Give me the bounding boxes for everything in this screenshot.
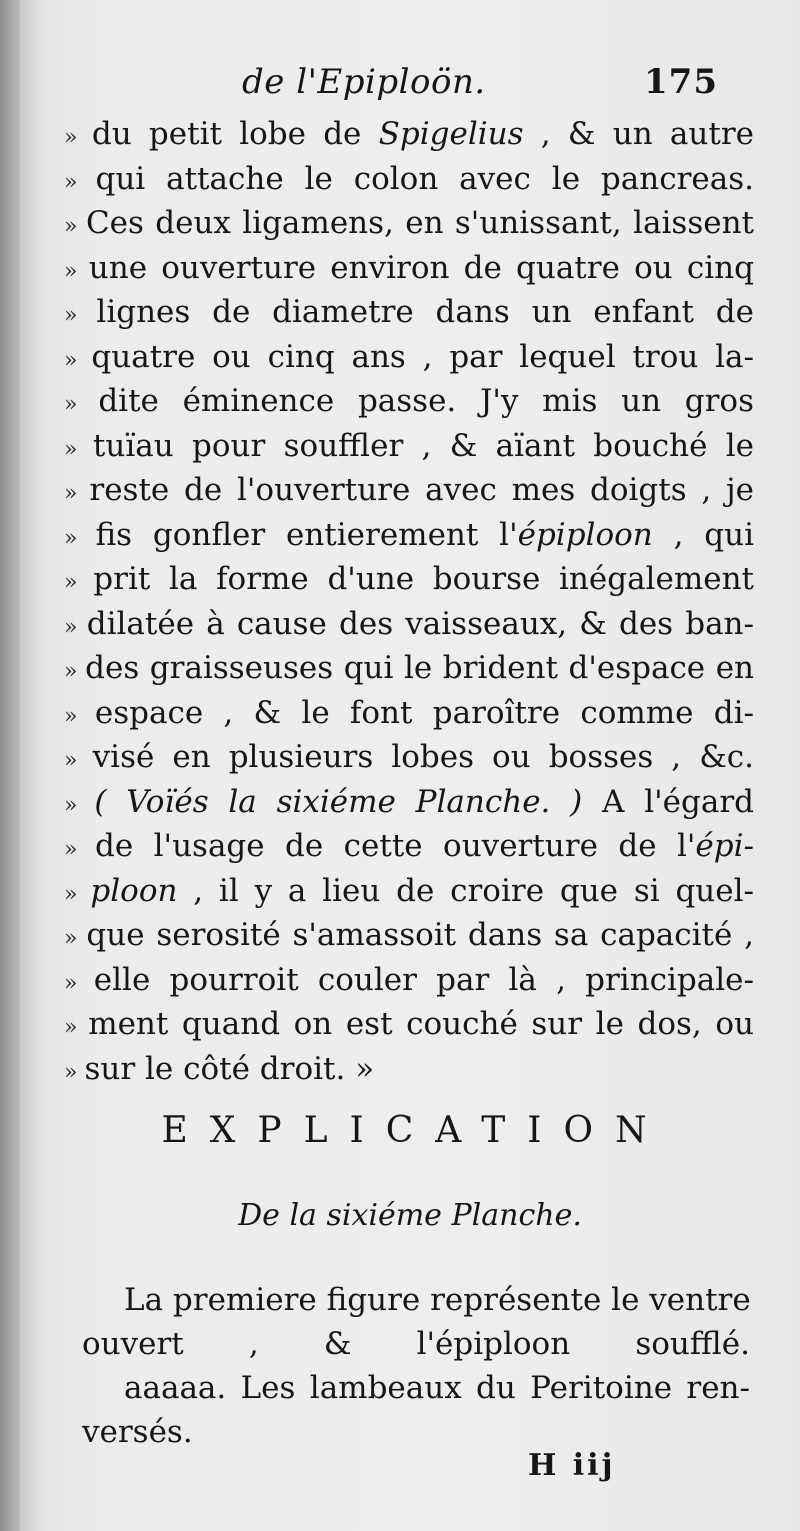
text-line	[64, 1047, 754, 1092]
text-segment: , & un autre	[523, 116, 755, 152]
text-line	[64, 157, 754, 202]
binding-gutter	[0, 0, 20, 1531]
text-line	[64, 913, 754, 958]
quote-mark: »	[64, 703, 95, 729]
quote-mark: »	[64, 837, 96, 862]
italic-text: épiploon	[435, 1326, 571, 1362]
text-line	[64, 958, 754, 1003]
quote-mark: »	[64, 792, 95, 818]
text-segment: , il y a lieu de croire que si quel-	[177, 872, 754, 909]
text-segment: quatre ou cinq ans , par lequel trou la-	[91, 338, 755, 375]
quote-mark: »	[64, 481, 90, 506]
text-segment: de l'usage de cette ouverture de l'	[95, 828, 696, 864]
quote-mark: »	[64, 436, 93, 462]
text-segment: tuïau pour souffler , & aïant bouché le	[92, 427, 754, 464]
quote-mark: »	[64, 1059, 85, 1085]
text-line	[64, 735, 754, 780]
quote-mark: »	[64, 169, 96, 195]
running-title: de l'Epiploön.	[242, 62, 486, 102]
text-segment: ouvert , & l'	[82, 1326, 436, 1362]
text-segment: prit la forme d'une bourse inégalement	[93, 561, 754, 597]
body-text	[64, 112, 754, 1091]
text-segment: lignes de diametre dans un enfant de	[96, 294, 755, 330]
text-line	[64, 780, 754, 825]
quote-mark: »	[64, 347, 92, 373]
text-line	[64, 646, 754, 691]
text-line	[64, 468, 754, 513]
text-segment: versés.	[82, 1414, 193, 1450]
text-line	[64, 602, 754, 647]
quote-mark: »	[64, 970, 94, 996]
text-line	[64, 290, 754, 335]
explanation-line	[82, 1278, 750, 1322]
subheading: De la sixiéme Planche.	[238, 1198, 582, 1233]
text-line	[64, 869, 754, 914]
text-segment: qui attache le colon avec le pancreas.	[95, 160, 754, 197]
explanation-line	[82, 1322, 750, 1366]
quote-mark: »	[64, 570, 94, 595]
text-line	[64, 1002, 754, 1047]
quote-mark: »	[64, 926, 87, 951]
italic-text: épiploon	[517, 516, 653, 553]
text-segment: aaaaa. Les lambeaux du Peritoine ren-	[124, 1370, 750, 1406]
quote-mark: »	[64, 258, 89, 284]
text-segment: La premiere figure représente le ventre	[124, 1282, 751, 1318]
quote-mark: »	[64, 214, 86, 239]
text-segment: dilatée à cause des vaisseaux, & des ban-	[86, 605, 755, 642]
text-line	[64, 201, 754, 246]
italic-text: ( Voïés la sixiéme Planche. )	[94, 783, 583, 820]
explanation-line	[82, 1410, 750, 1454]
quote-mark: »	[64, 525, 96, 551]
text-line	[64, 691, 754, 736]
page-number: 175	[644, 62, 718, 102]
section-heading: EXPLICATION	[161, 1110, 669, 1151]
text-segment: , qui	[652, 516, 754, 553]
book-page	[20, 0, 800, 1531]
text-line	[64, 513, 754, 558]
quote-mark: »	[64, 303, 97, 328]
text-line	[64, 379, 754, 424]
text-segment: A l'égard	[582, 783, 754, 820]
explanation-text	[82, 1278, 750, 1454]
text-line	[64, 246, 754, 291]
text-segment: une ouverture environ de quatre ou cinq	[88, 249, 754, 286]
explanation-line	[82, 1366, 750, 1410]
text-segment: elle pourroit couler par là , principale-	[93, 961, 754, 998]
text-segment: visé en plusieurs lobes ou bosses , &c.	[92, 739, 755, 775]
text-segment: reste de l'ouverture avec mes doigts , je	[89, 472, 754, 508]
quote-mark: »	[64, 392, 99, 417]
italic-text: Spigelius	[378, 116, 524, 152]
text-segment: du petit lobe de	[91, 116, 379, 152]
text-line	[64, 824, 754, 869]
text-segment: fis gonfler entierement l'	[95, 516, 518, 553]
quote-mark: »	[64, 748, 93, 773]
text-segment: Ces deux ligamens, en s'unissant, laissent	[85, 205, 754, 241]
running-head	[20, 62, 800, 112]
text-segment: que serosité s'amassoit dans sa capacité ,	[86, 917, 754, 953]
italic-text: ploon	[90, 872, 178, 909]
text-segment: des graisseuses qui le brident d'espace en	[85, 650, 755, 686]
text-line	[64, 335, 754, 380]
text-segment: sur le côté droit. »	[84, 1050, 375, 1087]
quote-mark: »	[64, 614, 87, 640]
text-line	[64, 424, 754, 469]
quote-mark: »	[64, 125, 92, 150]
text-line	[64, 112, 754, 157]
text-segment: dite éminence passe. J'y mis un gros	[98, 383, 754, 419]
quote-mark: »	[64, 881, 91, 907]
quote-mark: »	[64, 659, 86, 684]
text-segment: ment quand on est couché sur le dos, ou	[88, 1006, 754, 1042]
italic-text: épi-	[695, 828, 755, 864]
text-line	[64, 557, 754, 602]
quote-mark: »	[64, 1015, 89, 1040]
text-segment: soufflé.	[570, 1326, 750, 1362]
text-segment: espace , & le font paroître comme di-	[94, 694, 755, 731]
signature-mark: H iij	[528, 1448, 616, 1483]
